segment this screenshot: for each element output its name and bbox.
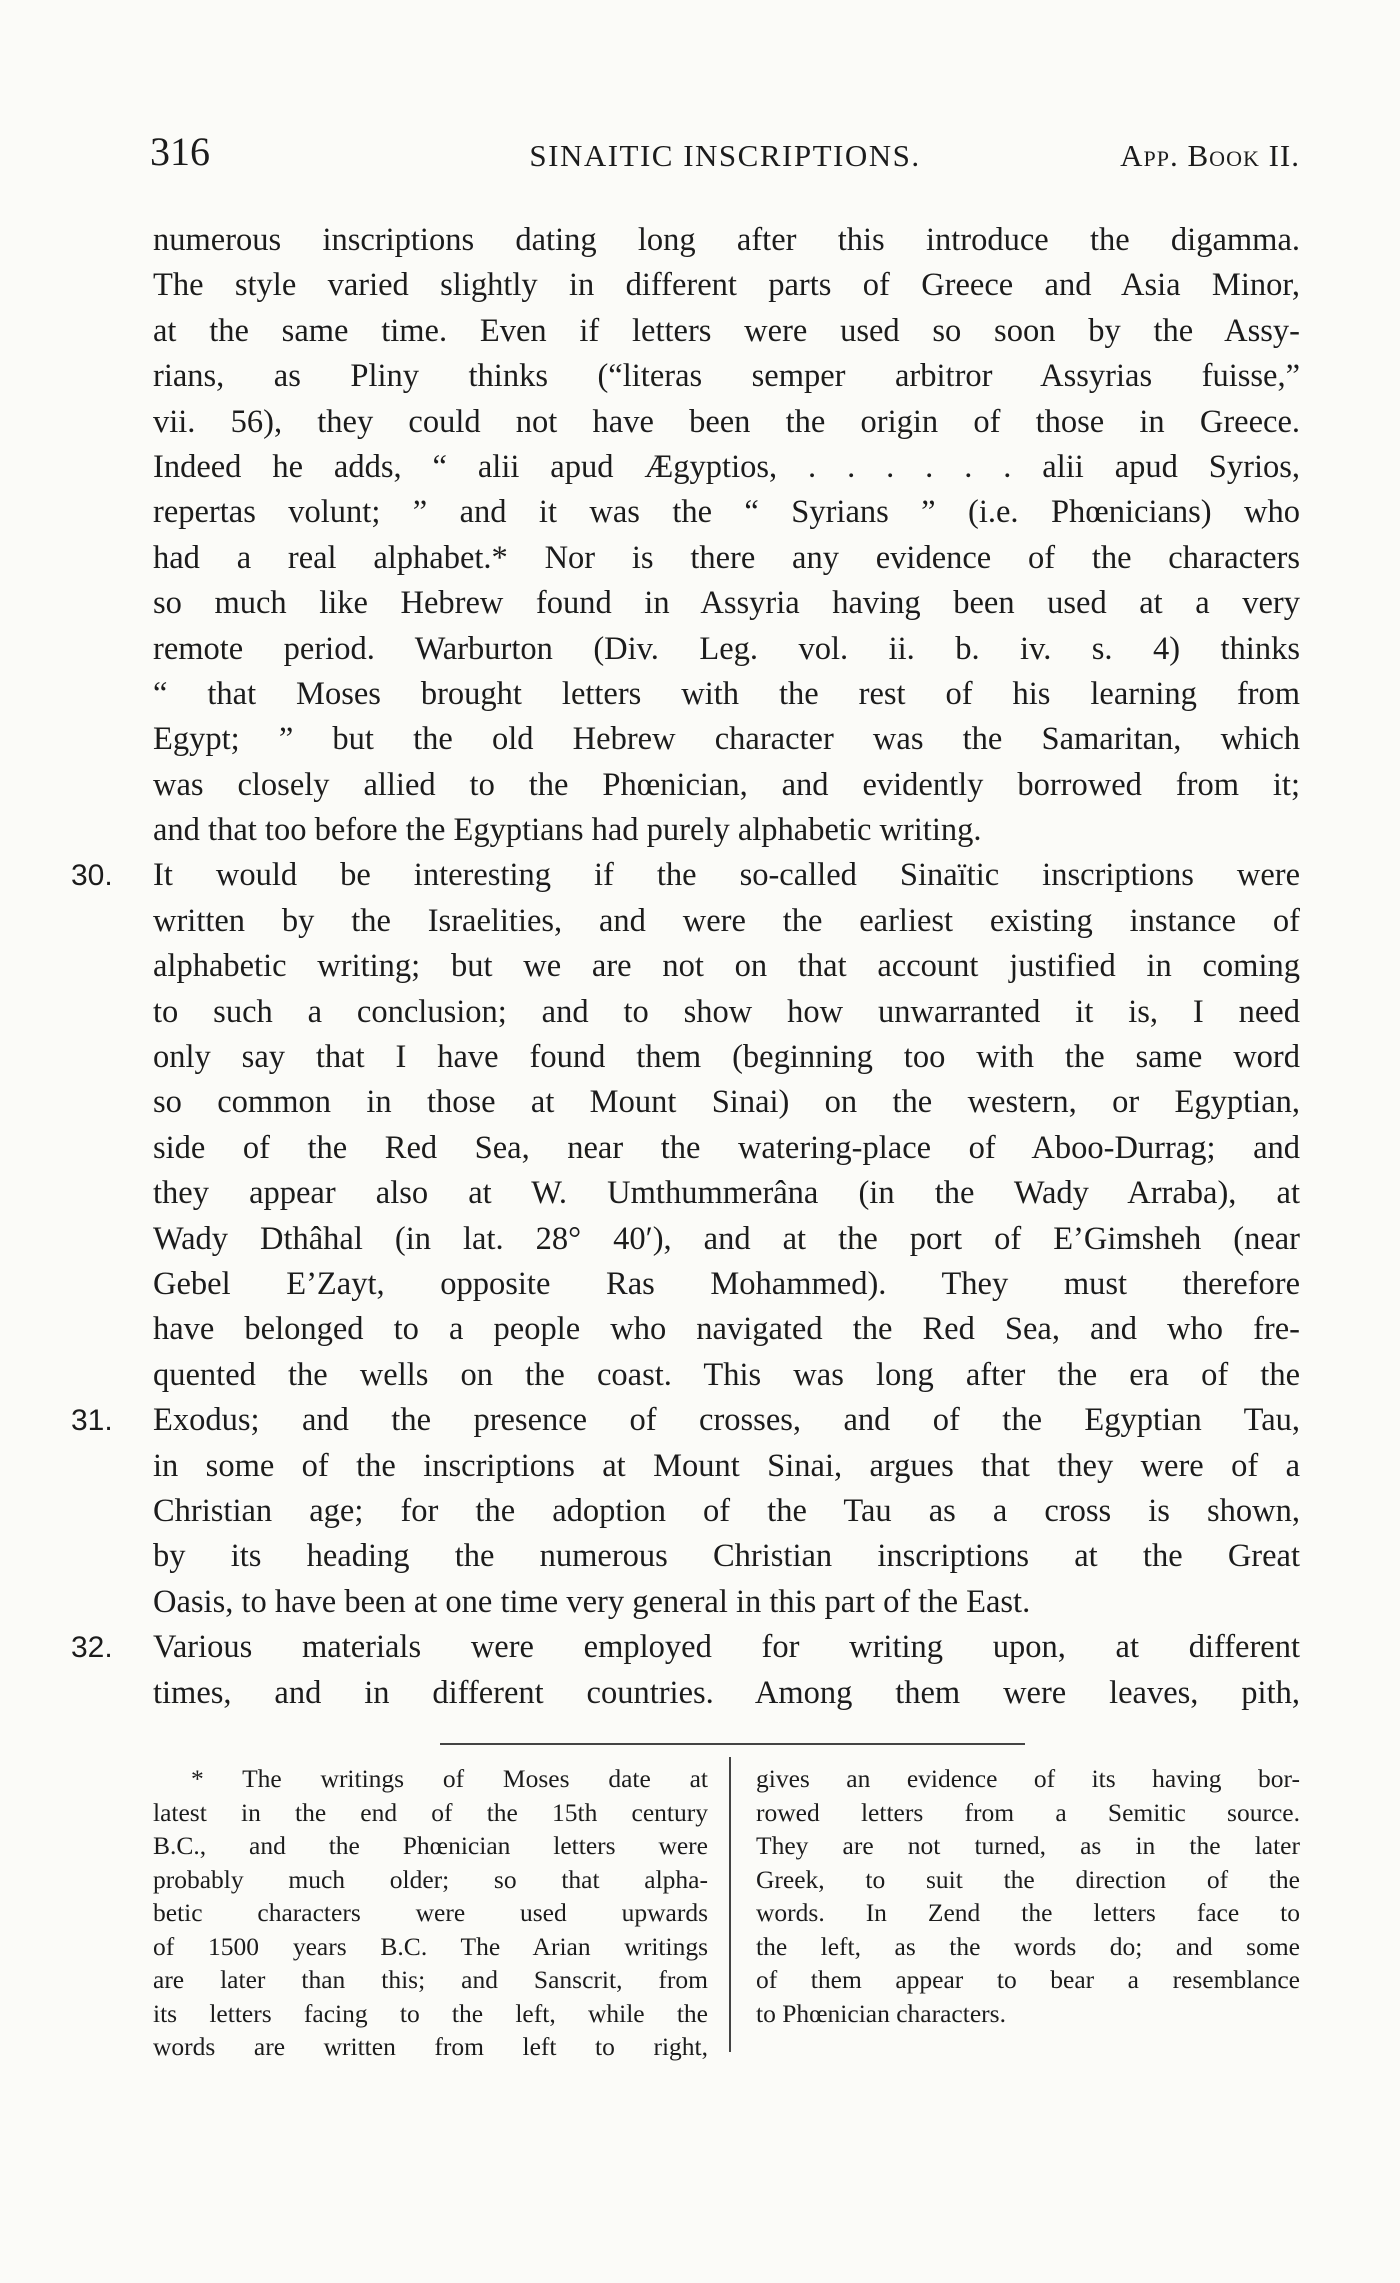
text-line bbox=[153, 1217, 1300, 1262]
footnote-line: B.C., and the Phœnician letters were bbox=[153, 1831, 708, 1860]
footnote-line: words are written from left to right, bbox=[153, 2032, 708, 2061]
footnote-line: latest in the end of the 15th century bbox=[153, 1797, 708, 1827]
text-line bbox=[153, 990, 1300, 1035]
line-text: so common in those at Mount Sinai) on the western, or Egyptian, bbox=[153, 1084, 1300, 1121]
line-text: have belonged to a people who navigated the Red Sea, and who fre- bbox=[153, 1311, 1300, 1348]
text-line bbox=[153, 1671, 1300, 1716]
footnote-line: * The writings of Moses date at bbox=[191, 1764, 708, 1793]
line-text: had a real alphabet.* Nor is there any evidence of the characters bbox=[153, 539, 1300, 576]
text-line bbox=[153, 218, 1300, 263]
line-text: Christian age; for the adoption of the Tau as a cross is shown, bbox=[153, 1492, 1300, 1529]
section-reference: App. Book II. bbox=[1120, 138, 1300, 173]
footnote-line: of 1500 years B.C. The Arian writings bbox=[153, 1931, 708, 1961]
line-text: times, and in different countries. Among them were leaves, pith, bbox=[153, 1674, 1300, 1711]
footnote-line: gives an evidence of its having bor- bbox=[756, 1764, 1300, 1793]
line-text: vii. 56), they could not have been the origin of those in Greece. bbox=[153, 403, 1300, 440]
text-line bbox=[153, 354, 1300, 399]
line-text: rians, as Pliny thinks (“literas semper arbitror Assyrias fuisse,” bbox=[153, 358, 1300, 395]
line-text: to such a conclusion; and to show how unwarranted it is, I need bbox=[153, 993, 1300, 1030]
line-text: “ that Moses brought letters with the rest of his learning from bbox=[153, 675, 1300, 712]
footnote-line: rowed letters from a Semitic source. bbox=[756, 1797, 1300, 1827]
line-text: quented the wells on the coast. This was long after the era of the bbox=[153, 1356, 1300, 1393]
line-text: in some of the inscriptions at Mount Sinai, argues that they were of a bbox=[153, 1447, 1300, 1484]
footnote-line: words. In Zend the letters face to bbox=[756, 1898, 1300, 1927]
line-text: side of the Red Sea, near the watering-place of Aboo-Durrag; and bbox=[153, 1129, 1300, 1166]
body-text bbox=[71, 218, 1300, 1716]
paragraph-number: 30. bbox=[71, 859, 113, 893]
line-text: alphabetic writing; but we are not on that account justified in coming bbox=[153, 948, 1300, 985]
footnote-right-column bbox=[756, 1762, 1300, 2030]
text-line bbox=[153, 309, 1300, 354]
line-text: remote period. Warburton (Div. Leg. vol. ii. b. iv. s. 4) thinks bbox=[153, 630, 1300, 667]
footnote-line: its letters facing to the left, while the bbox=[153, 1998, 708, 2028]
running-title: SINAITIC INSCRIPTIONS. bbox=[529, 138, 921, 173]
text-line bbox=[153, 808, 1300, 853]
line-text: Oasis, to have been at one time very general in this part of the East. bbox=[153, 1583, 1031, 1620]
line-text: numerous inscriptions dating long after this introduce the digamma. bbox=[153, 222, 1300, 258]
text-line bbox=[153, 1534, 1300, 1579]
paragraph-number: 32. bbox=[71, 1631, 113, 1665]
footnote-line: to Phœnician characters. bbox=[756, 1998, 1006, 2028]
line-text: It would be interesting if the so-called Sinaïtic inscriptions were bbox=[153, 857, 1300, 894]
text-line bbox=[153, 1307, 1300, 1352]
footnote-line: the left, as the words do; and some bbox=[756, 1931, 1300, 1961]
text-line bbox=[71, 853, 1300, 898]
line-text: The style varied slightly in different parts of Greece and Asia Minor, bbox=[153, 267, 1300, 304]
text-line bbox=[153, 490, 1300, 535]
line-text: only say that I have found them (beginning too with the same word bbox=[153, 1039, 1300, 1076]
line-text: Gebel E’Zayt, opposite Ras Mohammed). They must therefore bbox=[153, 1265, 1300, 1302]
line-text: Egypt; ” but the old Hebrew character was the Samaritan, which bbox=[153, 721, 1300, 758]
line-text: they appear also at W. Umthummerâna (in the Wady Arraba), at bbox=[153, 1175, 1300, 1212]
text-line bbox=[153, 763, 1300, 808]
footnote-line: are later than this; and Sanscrit, from bbox=[153, 1965, 708, 1994]
text-line bbox=[153, 672, 1300, 717]
text-line bbox=[153, 627, 1300, 672]
footnote-line: Greek, to suit the direction of the bbox=[756, 1864, 1300, 1894]
text-line bbox=[153, 1035, 1300, 1080]
line-text: so much like Hebrew found in Assyria having been used at a very bbox=[153, 585, 1300, 622]
line-text: and that too before the Egyptians had purely alphabetic writing. bbox=[153, 812, 982, 849]
footnote-line: They are not turned, as in the later bbox=[756, 1831, 1300, 1860]
footnote-rule bbox=[440, 1743, 1025, 1745]
text-line bbox=[153, 1444, 1300, 1489]
line-text: by its heading the numerous Christian inscriptions at the Great bbox=[153, 1538, 1300, 1575]
paragraph-number: 31. bbox=[71, 1404, 113, 1438]
line-text: repertas volunt; ” and it was the “ Syrians ” (i.e. Phœnicians) who bbox=[153, 494, 1300, 531]
running-header bbox=[150, 128, 1300, 188]
text-line bbox=[153, 1262, 1300, 1307]
footnote-line: of them appear to bear a resemblance bbox=[756, 1965, 1300, 1994]
text-line bbox=[71, 1625, 1300, 1670]
line-text: Various materials were employed for writing upon, at different bbox=[153, 1629, 1300, 1666]
footnote-line: betic characters were used upwards bbox=[153, 1898, 708, 1927]
text-line bbox=[153, 944, 1300, 989]
line-text: written by the Israelities, and were the earliest existing instance of bbox=[153, 902, 1300, 939]
line-text: Exodus; and the presence of crosses, and of the Egyptian Tau, bbox=[153, 1402, 1300, 1439]
text-line bbox=[153, 581, 1300, 626]
text-line bbox=[153, 1580, 1300, 1625]
text-line bbox=[153, 1353, 1300, 1398]
text-line bbox=[153, 1126, 1300, 1171]
line-text: at the same time. Even if letters were used so soon by the Assy- bbox=[153, 312, 1300, 349]
text-line bbox=[153, 536, 1300, 581]
footnote-column-divider bbox=[729, 1757, 731, 2052]
text-line bbox=[153, 717, 1300, 762]
text-line bbox=[71, 1398, 1300, 1443]
text-line bbox=[153, 899, 1300, 944]
footnote-left-column bbox=[153, 1762, 708, 2064]
text-line bbox=[153, 400, 1300, 445]
text-line bbox=[153, 1489, 1300, 1534]
text-line bbox=[153, 1171, 1300, 1216]
line-text: was closely allied to the Phœnician, and evidently borrowed from it; bbox=[153, 766, 1300, 803]
page-number: 316 bbox=[150, 129, 210, 174]
line-text: Indeed he adds, “ alii apud Ægyptios, . . . . . . alii apud Syrios, bbox=[153, 448, 1300, 485]
text-line bbox=[153, 445, 1300, 490]
text-line bbox=[153, 263, 1300, 308]
footnote-line: probably much older; so that alpha- bbox=[153, 1864, 708, 1894]
line-text: Wady Dthâhal (in lat. 28° 40′), and at the port of E’Gimsheh (near bbox=[153, 1220, 1300, 1257]
text-line bbox=[153, 1080, 1300, 1125]
